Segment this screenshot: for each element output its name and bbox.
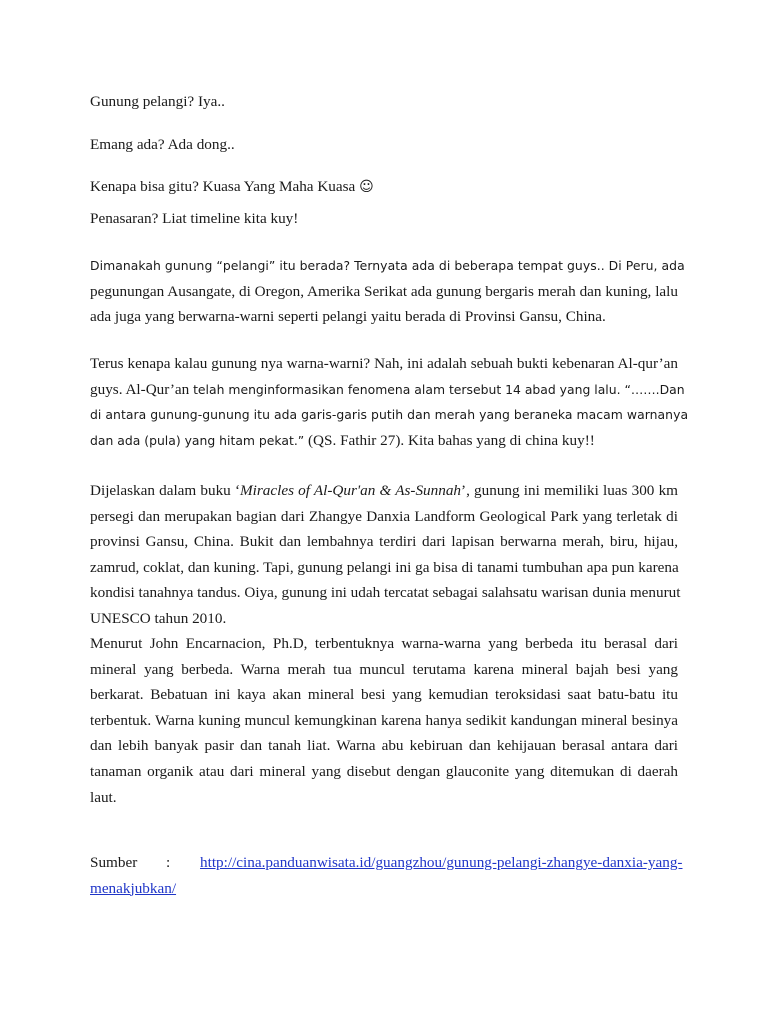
paragraph-mineral (90, 631, 678, 810)
paragraph-book (90, 478, 681, 632)
paragraph-line: Dimanakah gunung “pelangi” itu berada? Ternyata ada di beberapa tempat guys.. Di Peru, ada (90, 258, 685, 273)
source-colon: : (166, 854, 171, 871)
source-link[interactable]: http://cina.panduanwisata.id/guangzhou/gunung-pelangi-zhangye-danxia-yang- (200, 854, 683, 871)
paragraph-line-part: Dijelaskan dalam buku ‘ (90, 482, 240, 499)
paragraph-line: Menurut John Encarnacion, Ph.D, terbentuknya warna-warna yang berbeda itu berasal dari (90, 635, 678, 652)
paragraph-line: zamrud, coklat, dan kuning. Tapi, gunung pelangi ini ga bisa di tanami tumbuhan apa pun karena (90, 558, 679, 576)
intro-line-2: Emang ada? Ada dong.. (90, 136, 235, 153)
paragraph-line: di antara gunung-gunung itu ada garis-garis putih dan merah yang beraneka macam warnanya (90, 407, 689, 423)
paragraph-line: laut. (90, 788, 117, 806)
paragraph-line-part: dan ada (pula) yang hitam pekat.” (90, 432, 305, 448)
paragraph-line-part: (QS. Fathir 27). Kita bahas yang di china kuy!! (308, 431, 595, 449)
book-title: Miracles of Al-Qur'an & As-Sunnah (240, 482, 462, 499)
intro-line-1: Gunung pelangi? Iya.. (90, 93, 225, 110)
paragraph-line-part: telah menginformasikan fenomena alam tersebut 14 abad yang lalu. “…….Dan (193, 381, 685, 397)
paragraph-line: UNESCO tahun 2010. (90, 609, 227, 627)
paragraph-line: berkarat. Bebatuan ini kaya akan mineral besi yang kemudian teroksidasi saat batu-batu itu (90, 686, 678, 704)
paragraph-locations (90, 253, 685, 330)
intro-line-3-text: Kenapa bisa gitu? Kuasa Yang Maha Kuasa (90, 178, 356, 195)
source-link-continuation[interactable]: menakjubkan/ (90, 879, 177, 897)
source-line-1 (90, 850, 683, 876)
paragraph-line (90, 377, 685, 403)
paragraph-line: provinsi Gansu, China. Bukit dan lembahnya terdiri dari lapisan berwarna merah, biru, hijau, (90, 533, 678, 551)
paragraph-quran (90, 351, 689, 453)
paragraph-line (90, 428, 678, 454)
paragraph-line: mineral yang berbeda. Warna merah tua muncul terutama karena mineral bajah besi yang (90, 660, 678, 678)
smiley-icon: ☺ (359, 179, 374, 195)
source-block (90, 850, 683, 901)
paragraph-line: persegi dan merupakan bagian dari Zhangye Danxia Landform Geological Park yang terletak di (90, 507, 678, 525)
paragraph-line: ada juga yang berwarna-warni seperti pelangi yaitu berada di Provinsi Gansu, China. (90, 308, 606, 326)
intro-line-4: Penasaran? Liat timeline kita kuy! (90, 210, 299, 227)
paragraph-line (90, 478, 678, 504)
paragraph-line: kondisi tanahnya tandus. Oiya, gunung ini udah tercatat sebagai salahsatu warisan dunia menurut (90, 584, 681, 602)
paragraph-line: terbentuk. Warna kuning muncul kemungkinan karena hanya sedikit kandungan mineral besinya (90, 711, 678, 729)
paragraph-line-part: ’, gunung ini memiliki luas 300 km (461, 482, 678, 499)
paragraph-line: Terus kenapa kalau gunung nya warna-warni? Nah, ini adalah sebuah bukti kebenaran Al-qur’an (90, 355, 678, 372)
intro-line-3 (90, 177, 374, 197)
paragraph-line: tanaman organik atau dari mineral yang disebut dengan glauconite yang ditemukan di daerah (90, 762, 678, 780)
paragraph-line-part: guys. Al-Qur’an (90, 380, 190, 398)
paragraph-line: dan lebih banyak pasir dan tanah liat. Warna abu kebiruan dan kehijauan berasal antara dari (90, 737, 678, 755)
source-line-2 (90, 876, 678, 902)
source-label: Sumber (90, 854, 138, 871)
paragraph-line: pegunungan Ausangate, di Oregon, Amerika Serikat ada gunung bergaris merah dan kuning, lalu (90, 282, 678, 300)
